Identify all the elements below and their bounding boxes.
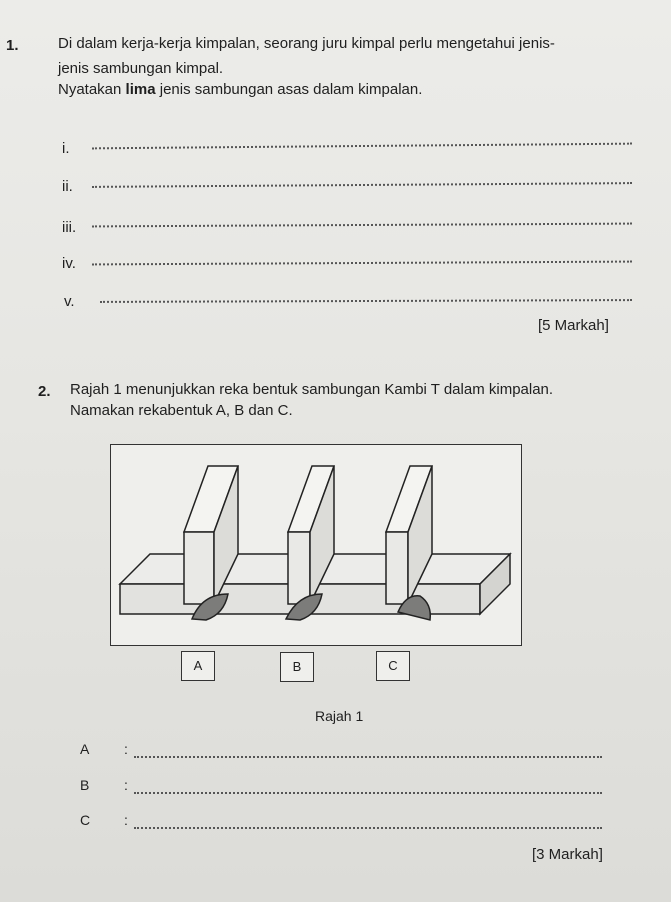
figure-caption: Rajah 1: [315, 708, 364, 724]
question-2-text-line-1: Rajah 1 menunjukkan reka bentuk sambungan Kambi T dalam kimpalan.: [70, 381, 554, 398]
instruction-suffix: jenis sambungan asas dalam kimpalan.: [155, 81, 423, 98]
question-2-text-line-2: Namakan rekabentuk A, B dan C.: [70, 402, 293, 419]
answer-line-c[interactable]: [134, 827, 602, 829]
plate-b-front: [288, 532, 310, 604]
question-1-marks: [5 Markah]: [538, 317, 609, 334]
question-2-marks: [3 Markah]: [532, 846, 603, 863]
instruction-emphasis: lima: [125, 81, 156, 98]
answer-item-iii-label: iii.: [62, 219, 77, 236]
answer-line-i[interactable]: [92, 143, 632, 150]
question-1-number: 1.: [6, 37, 19, 54]
figure-label-c: C: [376, 651, 410, 681]
plate-a-front: [184, 532, 214, 604]
answer-line-iii[interactable]: [92, 223, 632, 228]
t-joint-figure: [110, 444, 520, 644]
answer-line-b[interactable]: [134, 792, 602, 794]
answer-c-colon: :: [124, 812, 128, 828]
answer-item-i-label: i.: [62, 140, 70, 157]
answer-item-ii-label: ii.: [62, 178, 73, 195]
answer-line-a[interactable]: [134, 756, 602, 758]
answer-b-label: B: [80, 777, 90, 793]
figure-label-a: A: [181, 651, 215, 681]
answer-line-v[interactable]: [100, 299, 632, 303]
answer-b-colon: :: [124, 777, 128, 793]
answer-line-ii[interactable]: [92, 182, 632, 188]
question-2-number: 2.: [38, 383, 51, 400]
answer-c-label: C: [80, 812, 91, 828]
instruction-prefix: Nyatakan: [58, 81, 126, 98]
question-1-text-line-2: jenis sambungan kimpal.: [58, 60, 224, 77]
plate-c-front: [386, 532, 408, 604]
answer-item-iv-label: iv.: [62, 255, 76, 272]
answer-a-colon: :: [124, 741, 128, 757]
question-1-instruction: [58, 80, 422, 99]
figure-label-b: B: [280, 652, 314, 682]
answer-a-label: A: [80, 741, 90, 757]
answer-line-iv[interactable]: [92, 261, 632, 266]
question-1-text-line-1: Di dalam kerja-kerja kimpalan, seorang juru kimpal perlu mengetahui jenis-: [58, 35, 555, 52]
answer-item-v-label: v.: [64, 293, 75, 310]
